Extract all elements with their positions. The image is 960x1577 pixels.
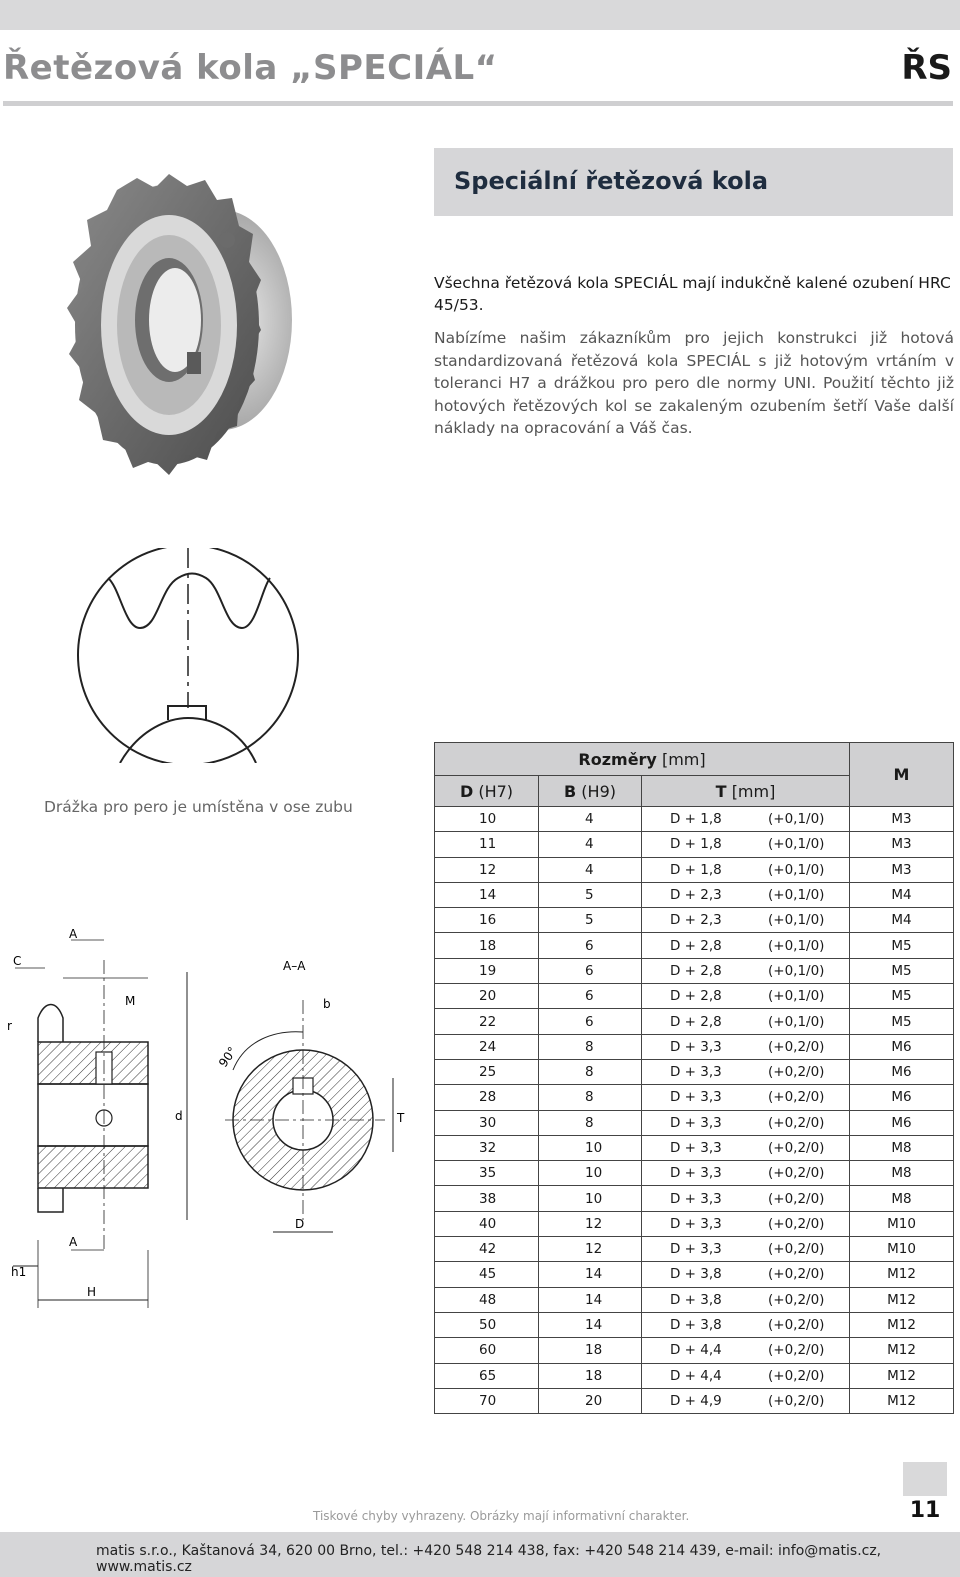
label-d-small: d [175, 1109, 183, 1123]
cell-m: M12 [850, 1262, 954, 1287]
cell-t [642, 882, 850, 907]
cell-t-value: D + 1,8 [670, 836, 722, 853]
cell-b: 8 [539, 1085, 642, 1110]
cell-b: 8 [539, 1059, 642, 1084]
cell-b: 4 [539, 857, 642, 882]
cell-t-value: D + 3,3 [670, 1165, 722, 1182]
cell-d: 48 [435, 1287, 539, 1312]
cell-t [642, 933, 850, 958]
col-header-m: M [850, 743, 954, 807]
cell-d: 35 [435, 1161, 539, 1186]
cell-m: M4 [850, 908, 954, 933]
cell-t-tolerance: (+0,2/0) [768, 1190, 825, 1207]
cell-t-value: D + 3,8 [670, 1266, 722, 1283]
cell-m: M12 [850, 1338, 954, 1363]
table-row [435, 1110, 954, 1135]
cell-d: 24 [435, 1034, 539, 1059]
cell-d: 45 [435, 1262, 539, 1287]
cell-t-value: D + 2,8 [670, 988, 722, 1005]
table-row [435, 1211, 954, 1236]
table-row [435, 882, 954, 907]
cell-m: M4 [850, 882, 954, 907]
cell-t-value: D + 3,3 [670, 1215, 722, 1232]
footer-contact: matis s.r.o., Kaštanová 34, 620 00 Brno, tel.: +420 548 214 438, fax: +420 548 214 439, e-mail: info@matis.cz, www.matis.cz [96, 1543, 882, 1575]
cell-t-value: D + 4,9 [670, 1392, 722, 1409]
cell-t [642, 1388, 850, 1413]
cell-t-tolerance: (+0,2/0) [768, 1114, 825, 1131]
cell-t-value: D + 2,3 [670, 887, 722, 904]
cell-t-value: D + 3,3 [670, 1190, 722, 1207]
cell-d: 10 [435, 807, 539, 832]
cell-t-tolerance: (+0,2/0) [768, 1342, 825, 1359]
cell-t-value: D + 2,8 [670, 937, 722, 954]
table-row [435, 1059, 954, 1084]
cell-d: 20 [435, 984, 539, 1009]
label-a-top: A [69, 927, 78, 941]
cell-m: M12 [850, 1388, 954, 1413]
table-row [435, 1009, 954, 1034]
table-row [435, 1135, 954, 1160]
cell-t-tolerance: (+0,2/0) [768, 1089, 825, 1106]
cell-t-value: D + 3,3 [670, 1064, 722, 1081]
cell-t-value: D + 2,3 [670, 912, 722, 929]
cell-b: 10 [539, 1161, 642, 1186]
cell-d: 60 [435, 1338, 539, 1363]
header-divider [3, 101, 953, 106]
cell-d: 14 [435, 882, 539, 907]
cell-b: 5 [539, 882, 642, 907]
intro-highlight: Všechna řetězová kola SPECIÁL mají indukčně kalené ozubení HRC 45/53. [434, 274, 951, 314]
cell-m: M12 [850, 1363, 954, 1388]
table-row [435, 857, 954, 882]
cell-t-tolerance: (+0,1/0) [768, 887, 825, 904]
cell-t [642, 1034, 850, 1059]
cell-t-value: D + 3,8 [670, 1317, 722, 1334]
label-r: r [7, 1019, 12, 1033]
section-header [434, 148, 953, 216]
cell-t-value: D + 3,3 [670, 1089, 722, 1106]
cell-b: 18 [539, 1363, 642, 1388]
cell-d: 12 [435, 857, 539, 882]
cell-b: 12 [539, 1237, 642, 1262]
label-c: C [13, 954, 22, 968]
cell-d: 25 [435, 1059, 539, 1084]
col-header-b: B (H9) [539, 776, 642, 807]
cell-t [642, 1085, 850, 1110]
cell-m: M6 [850, 1059, 954, 1084]
cell-m: M5 [850, 1009, 954, 1034]
cell-t-value: D + 3,8 [670, 1291, 722, 1308]
page-number: 11 [909, 1498, 941, 1523]
cell-b: 4 [539, 832, 642, 857]
cell-t [642, 908, 850, 933]
cell-b: 8 [539, 1034, 642, 1059]
cell-m: M3 [850, 807, 954, 832]
cell-t-tolerance: (+0,2/0) [768, 1241, 825, 1258]
cell-t-tolerance: (+0,2/0) [768, 1291, 825, 1308]
cell-t-tolerance: (+0,1/0) [768, 962, 825, 979]
cell-t [642, 1186, 850, 1211]
cell-d: 32 [435, 1135, 539, 1160]
cell-d: 18 [435, 933, 539, 958]
table-row [435, 1262, 954, 1287]
cell-t-tolerance: (+0,2/0) [768, 1392, 825, 1409]
cell-m: M6 [850, 1034, 954, 1059]
section-title: Speciální řetězová kola [454, 167, 769, 195]
cell-m: M5 [850, 984, 954, 1009]
cell-t-tolerance: (+0,2/0) [768, 1165, 825, 1182]
cell-b: 4 [539, 807, 642, 832]
table-row [435, 1161, 954, 1186]
keyway-position-diagram [60, 548, 320, 763]
cell-d: 28 [435, 1085, 539, 1110]
cell-b: 6 [539, 984, 642, 1009]
cell-t [642, 1059, 850, 1084]
cell-t-tolerance: (+0,2/0) [768, 1064, 825, 1081]
cell-t-tolerance: (+0,2/0) [768, 1317, 825, 1334]
col-header-d: D (H7) [435, 776, 539, 807]
page-title: Řetězová kola „SPECIÁL“ [3, 48, 498, 88]
dimensions-table-body [435, 807, 954, 1414]
intro-paragraph: Nabízíme našim zákazníkům pro jejich konstrukci již hotová standardizovaná řetězová kola SPECIÁL s již hotovým vrtáním v toleranci H7 a drážkou pro pero dle normy UNI. Použití těchto již hotových řetězových kol se zakaleným ozubením šetří Vaše další náklady na opracování a Váš čas. [434, 329, 954, 437]
table-row [435, 1085, 954, 1110]
cell-t-value: D + 2,8 [670, 962, 722, 979]
brand-mark: ŘS [901, 48, 952, 88]
dimensions-group-header: Rozměry [mm] [435, 743, 850, 776]
cell-b: 6 [539, 1009, 642, 1034]
label-h1: h1 [11, 1265, 27, 1279]
cell-t-value: D + 3,3 [670, 1241, 722, 1258]
diagram-caption: Drážka pro pero je umístěna v ose zubu [44, 798, 353, 816]
label-d: D [295, 1217, 305, 1231]
cell-t-tolerance: (+0,2/0) [768, 1266, 825, 1283]
cell-d: 50 [435, 1312, 539, 1337]
cell-t-value: D + 2,8 [670, 1013, 722, 1030]
cell-t [642, 832, 850, 857]
cell-t [642, 1135, 850, 1160]
cell-t-value: D + 3,3 [670, 1114, 722, 1131]
table-row [435, 1363, 954, 1388]
cell-b: 6 [539, 933, 642, 958]
cell-m: M5 [850, 933, 954, 958]
cell-b: 5 [539, 908, 642, 933]
cell-t-tolerance: (+0,1/0) [768, 912, 825, 929]
cell-t-tolerance: (+0,1/0) [768, 836, 825, 853]
cell-t-value: D + 4,4 [670, 1342, 722, 1359]
table-row [435, 1186, 954, 1211]
label-section: A–A [283, 959, 306, 973]
cell-t [642, 1110, 850, 1135]
cell-t-value: D + 1,8 [670, 861, 722, 878]
cell-d: 16 [435, 908, 539, 933]
top-band [0, 0, 960, 30]
cell-t [642, 1287, 850, 1312]
cell-t [642, 1312, 850, 1337]
page-number-tab [903, 1462, 947, 1496]
cell-d: 38 [435, 1186, 539, 1211]
cell-b: 6 [539, 958, 642, 983]
cell-d: 42 [435, 1237, 539, 1262]
cell-d: 40 [435, 1211, 539, 1236]
cell-b: 18 [539, 1338, 642, 1363]
label-t: T [397, 1111, 405, 1125]
cell-t-tolerance: (+0,2/0) [768, 1215, 825, 1232]
cell-d: 11 [435, 832, 539, 857]
cell-t [642, 1211, 850, 1236]
table-row [435, 908, 954, 933]
cell-t-tolerance: (+0,2/0) [768, 1140, 825, 1156]
cell-b: 10 [539, 1186, 642, 1211]
label-a-bottom: A [69, 1235, 78, 1249]
table-row [435, 1034, 954, 1059]
cell-t-tolerance: (+0,2/0) [768, 1038, 825, 1055]
cell-b: 12 [539, 1211, 642, 1236]
cell-m: M8 [850, 1186, 954, 1211]
cell-m: M5 [850, 958, 954, 983]
label-m: M [125, 994, 136, 1008]
sprocket-photo [57, 170, 297, 485]
cell-t-tolerance: (+0,1/0) [768, 811, 825, 828]
footer-disclaimer: Tiskové chyby vyhrazeny. Obrázky mají informativní charakter. [313, 1509, 690, 1523]
cell-m: M10 [850, 1211, 954, 1236]
table-row [435, 1312, 954, 1337]
cell-t-value: D + 1,8 [670, 811, 722, 828]
cell-m: M3 [850, 832, 954, 857]
label-b: b [323, 997, 331, 1011]
cell-t-tolerance: (+0,1/0) [768, 1013, 825, 1030]
label-h: H [87, 1285, 97, 1299]
cell-b: 14 [539, 1287, 642, 1312]
cell-m: M12 [850, 1312, 954, 1337]
cell-t [642, 1161, 850, 1186]
cell-m: M8 [850, 1161, 954, 1186]
cell-t [642, 1009, 850, 1034]
cell-d: 22 [435, 1009, 539, 1034]
label-angle: 90° [215, 1044, 240, 1070]
table-row [435, 958, 954, 983]
cell-b: 20 [539, 1388, 642, 1413]
cell-t [642, 958, 850, 983]
cell-d: 19 [435, 958, 539, 983]
table-row [435, 933, 954, 958]
cell-b: 14 [539, 1312, 642, 1337]
cell-t [642, 1237, 850, 1262]
cell-m: M3 [850, 857, 954, 882]
table-row [435, 832, 954, 857]
cell-t [642, 1338, 850, 1363]
cell-t-tolerance: (+0,1/0) [768, 988, 825, 1005]
cell-t-value: D + 3,3 [670, 1038, 722, 1055]
cell-t-tolerance: (+0,1/0) [768, 937, 825, 954]
cell-t [642, 857, 850, 882]
cell-m: M12 [850, 1287, 954, 1312]
table-row [435, 1287, 954, 1312]
cell-t [642, 1363, 850, 1388]
sprocket-technical-drawing [5, 920, 430, 1320]
dimensions-table-wrapper [434, 742, 953, 1414]
cell-m: M8 [850, 1135, 954, 1160]
cell-t [642, 807, 850, 832]
col-header-t: T [mm] [642, 776, 850, 807]
cell-b: 8 [539, 1110, 642, 1135]
cell-b: 14 [539, 1262, 642, 1287]
table-row [435, 1338, 954, 1363]
cell-t-value: D + 3,3 [670, 1140, 722, 1156]
cell-t-value: D + 4,4 [670, 1367, 722, 1384]
cell-m: M6 [850, 1110, 954, 1135]
cell-d: 70 [435, 1388, 539, 1413]
cell-d: 30 [435, 1110, 539, 1135]
cell-b: 10 [539, 1135, 642, 1160]
cell-t [642, 1262, 850, 1287]
cell-t [642, 984, 850, 1009]
cell-d: 65 [435, 1363, 539, 1388]
table-row [435, 984, 954, 1009]
cell-t-tolerance: (+0,2/0) [768, 1367, 825, 1384]
table-row [435, 1237, 954, 1262]
cell-t-tolerance: (+0,1/0) [768, 861, 825, 878]
cell-m: M6 [850, 1085, 954, 1110]
dimensions-table [434, 742, 954, 1414]
table-row [435, 1388, 954, 1413]
cell-m: M10 [850, 1237, 954, 1262]
table-row [435, 807, 954, 832]
